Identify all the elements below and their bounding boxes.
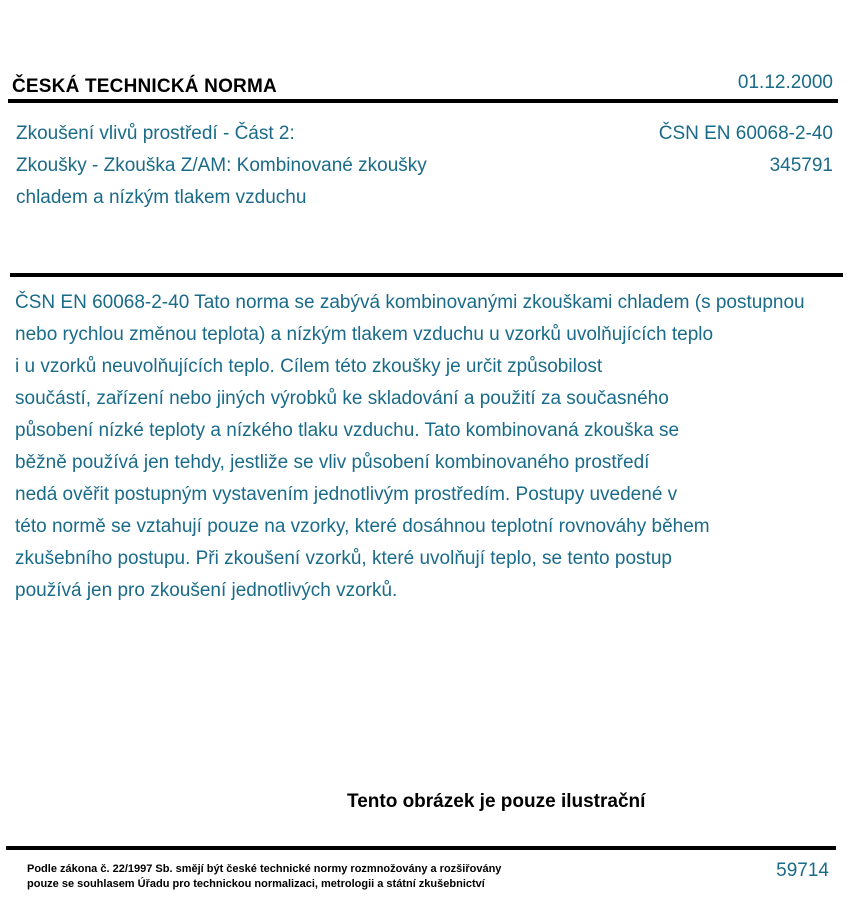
abstract-line: používá jen pro zkoušení jednotlivých vzorků. [15,580,398,601]
abstract-text [15,287,865,607]
abstract-line: ČSN EN 60068-2-40 Tato norma se zabývá kombinovanými zkouškami chladem (s postupnou [15,292,805,313]
section-divider [10,273,843,277]
abstract-line: nedá ověřit postupným vystavením jednotlivým prostředím. Postupy uvedené v [15,484,678,505]
footer-document-code: 59714 [776,860,829,881]
publication-date: 01.12.2000 [737,72,833,93]
header-divider [8,99,838,103]
abstract-line: běžně používá jen tehdy, jestliže se vliv působení kombinovaného prostředí [15,452,650,473]
standard-identifiers [659,118,833,182]
standard-title-line: Zkoušení vlivů prostředí - Část 2: [16,123,295,144]
footer-divider [6,846,836,850]
abstract-line: zkušebního postupu. Při zkoušení vzorků, které uvolňují teplo, se tento postup [15,548,672,569]
abstract-line: působení nízké teploty a nízkého tlaku vzduchu. Tato kombinovaná zkouška se [15,420,680,441]
abstract-line: součástí, zařízení nebo jiných výrobků ke skladování a použití za současného [15,388,669,409]
footer-legal-line: pouze se souhlasem Úřadu pro technickou normalizaci, metrologii a státní zkušebnictví [27,878,485,890]
abstract-line: nebo rychlou změnou teplota) a nízkým tlakem vzduchu u vzorků uvolňujících teplo [15,324,714,345]
footer-legal-notice [27,862,501,892]
standard-title [16,118,427,214]
standard-title-line: chladem a nízkým tlakem vzduchu [16,187,307,208]
standard-class-number: 345791 [769,155,833,176]
abstract-line: této normě se vztahují pouze na vzorky, které dosáhnou teplotní rovnováhy během [15,516,710,537]
footer-legal-line: Podle zákona č. 22/1997 Sb. smějí být české technické normy rozmnožovány a rozšiřovány [27,863,502,875]
standard-title-line: Zkoušky - Zkouška Z/AM: Kombinované zkoušky [16,155,427,176]
illustration-note: Tento obrázek je pouze ilustrační [347,791,646,812]
standard-designation: ČSN EN 60068-2-40 [658,123,833,144]
document-heading: ČESKÁ TECHNICKÁ NORMA [12,76,277,97]
abstract-line: i u vzorků neuvolňujících teplo. Cílem této zkoušky je určit způsobilost [15,356,603,377]
